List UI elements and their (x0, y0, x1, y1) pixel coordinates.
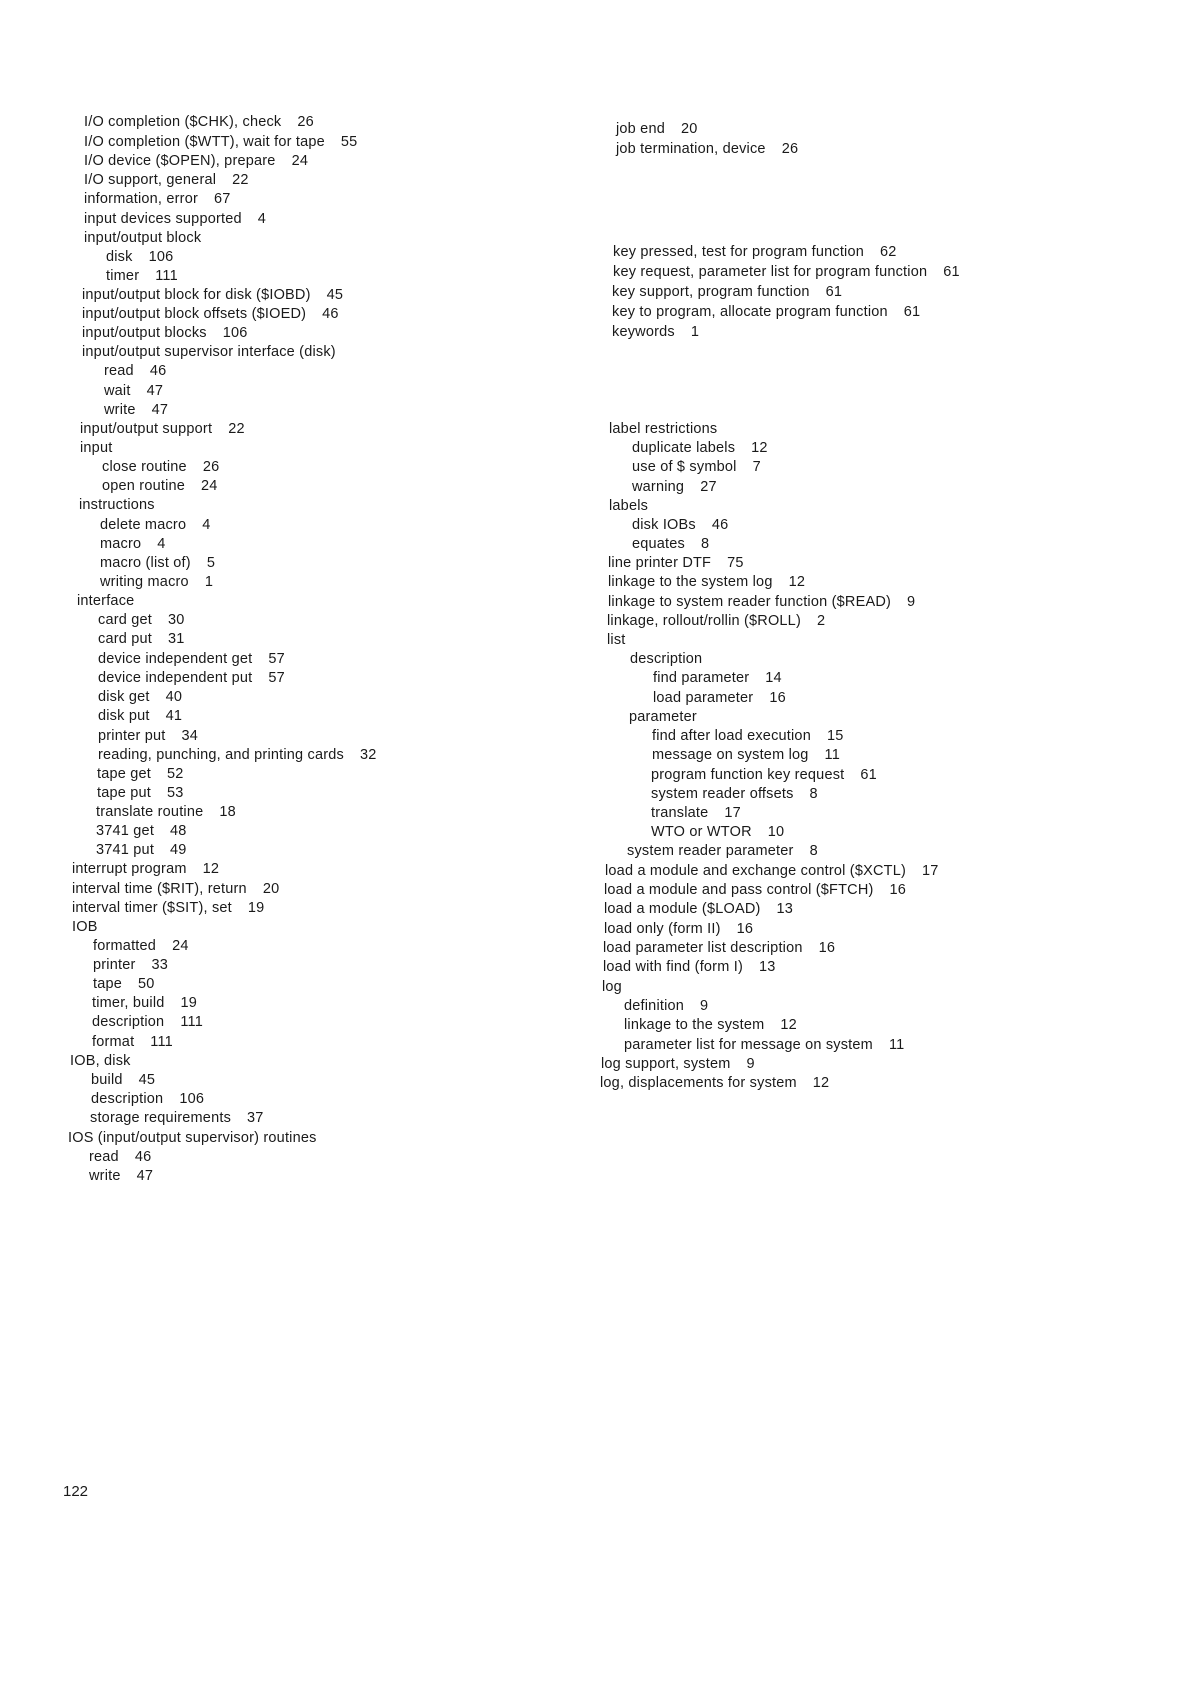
index-entry-page: 34 (181, 728, 199, 744)
index-entry-text: load parameter list description (603, 940, 803, 956)
index-entry-text: interface (77, 593, 135, 609)
index-entry-page: 53 (167, 785, 184, 801)
index-entry-text: job end (616, 121, 665, 137)
index-entry-text: interrupt program (72, 861, 187, 877)
right-index-entry (608, 593, 915, 611)
index-entry-text: load a module and exchange control ($XCTL) (605, 863, 906, 879)
index-entry-page: 52 (167, 766, 184, 782)
index-entry-text: disk IOBs (632, 517, 696, 533)
index-entry-text: linkage, rollout/rollin ($ROLL) (607, 613, 801, 629)
index-entry-text: parameter (629, 709, 697, 725)
index-entry-page: 111 (180, 1014, 203, 1030)
index-entry-page: 45 (326, 287, 344, 303)
right-index-entry (609, 420, 717, 438)
index-entry-page: 47 (151, 402, 169, 418)
index-entry-text: equates (632, 536, 685, 552)
index-entry-page: 49 (170, 842, 187, 858)
index-entry-page: 47 (136, 1168, 154, 1184)
index-entry-text: IOB (72, 919, 98, 935)
index-entry-text: disk get (98, 689, 150, 705)
index-entry-text: input devices supported (84, 211, 242, 227)
index-entry-page: 5 (206, 555, 216, 571)
index-entry-text: interval timer ($SIT), set (72, 900, 232, 916)
index-entry-text: key support, program function (612, 284, 810, 300)
index-entry-text: writing macro (100, 574, 189, 590)
index-entry-page: 16 (818, 940, 836, 956)
index-entry-text: input/output blocks (82, 325, 207, 341)
index-entry-page: 26 (202, 459, 220, 475)
index-entry-text: load a module and pass control ($FTCH) (604, 882, 874, 898)
index-entry-text: macro (100, 536, 142, 552)
right-index-entry (624, 1016, 797, 1034)
index-entry-text: translate routine (96, 804, 204, 820)
right-index-entry (613, 263, 960, 281)
index-entry-page: 61 (860, 767, 877, 783)
index-entry-text: timer, build (92, 995, 165, 1011)
index-entry-page: 13 (776, 901, 794, 917)
index-entry-page: 24 (201, 478, 218, 494)
index-entry-text: device independent put (98, 670, 253, 686)
index-entry-text: device independent get (98, 651, 253, 667)
index-entry-page: 20 (262, 881, 280, 897)
index-entry-page: 111 (150, 1034, 173, 1050)
index-entry-page: 45 (138, 1072, 156, 1088)
index-entry-page: 46 (149, 363, 167, 379)
index-entry-text: close routine (102, 459, 187, 475)
index-entry-page: 40 (165, 689, 183, 705)
index-entry-page: 24 (291, 153, 309, 169)
index-entry-text: read (104, 363, 134, 379)
index-entry-text: input (80, 440, 113, 456)
right-index-entry (632, 535, 709, 553)
index-entry-page: 111 (155, 268, 178, 284)
index-entry-page: 4 (202, 517, 211, 533)
index-entry-text: log (602, 979, 622, 995)
index-entry-text: parameter list for message on system (624, 1037, 873, 1053)
index-entry-page: 46 (134, 1149, 152, 1165)
index-entry-text: load parameter (653, 690, 754, 706)
index-entry-text: input/output supervisor interface (disk) (82, 344, 336, 360)
index-entry-page: 4 (257, 211, 267, 227)
index-entry-page: 16 (736, 921, 754, 937)
index-entry-page: 16 (769, 690, 786, 706)
index-entry-page: 11 (888, 1037, 905, 1053)
index-entry-text: I/O support, general (84, 172, 217, 188)
index-entry-page: 30 (168, 612, 185, 628)
index-entry-text: description (630, 651, 703, 667)
index-entry-page: 12 (812, 1075, 830, 1091)
index-entry-text: program function key request (651, 767, 845, 783)
index-entry-page: 47 (146, 383, 164, 399)
index-entry-page: 26 (781, 141, 799, 157)
index-entry-text: list (607, 632, 626, 648)
index-entry-text: tape (93, 976, 123, 992)
index-entry-page: 7 (752, 459, 761, 475)
index-entry-text: description (91, 1091, 164, 1107)
right-index-entry (651, 766, 877, 784)
index-entry-page: 27 (700, 479, 717, 495)
index-entry-text: format (92, 1034, 135, 1050)
index-entry-text: read (89, 1149, 119, 1165)
index-entry-text: write (104, 402, 136, 418)
right-index-entry (652, 746, 840, 764)
index-entry-page: 2 (816, 613, 826, 629)
index-entry-page: 9 (700, 998, 709, 1014)
right-index-entry (603, 939, 835, 957)
index-entry-text: macro (list of) (100, 555, 191, 571)
right-index-entry (632, 439, 768, 457)
right-index-entry (604, 900, 793, 918)
index-entry-text: interval time ($RIT), return (72, 881, 247, 897)
index-entry-text: log support, system (601, 1056, 731, 1072)
index-entry-text: tape put (97, 785, 152, 801)
index-entry-page: 50 (138, 976, 155, 992)
right-index-entry (652, 727, 844, 745)
index-entry-text: key pressed, test for program function (613, 244, 864, 260)
index-entry-page: 106 (222, 325, 248, 341)
index-entry-page: 22 (232, 172, 249, 188)
index-entry-text: use of $ symbol (632, 459, 737, 475)
index-entry-text: write (89, 1168, 121, 1184)
right-index-entry (605, 862, 939, 880)
index-entry-page: 1 (204, 574, 214, 590)
index-entry-page: 17 (724, 805, 741, 821)
index-entry-text: system reader offsets (651, 786, 794, 802)
index-entry-text: system reader parameter (627, 843, 794, 859)
index-entry-text: description (92, 1014, 165, 1030)
index-entry-page: 26 (297, 114, 314, 130)
index-entry-text: warning (632, 479, 685, 495)
index-entry-text: load a module ($LOAD) (604, 901, 761, 917)
index-entry-page: 12 (788, 574, 806, 590)
index-entry-page: 19 (247, 900, 265, 916)
index-entry-text: I/O completion ($CHK), check (84, 114, 282, 130)
right-index-entry (608, 554, 744, 572)
index-entry-text: wait (104, 383, 131, 399)
index-entry-text: WTO or WTOR (651, 824, 752, 840)
index-entry-page: 19 (180, 995, 198, 1011)
index-entry-text: IOB, disk (70, 1053, 131, 1069)
index-entry-page: 4 (157, 536, 166, 552)
index-entry-text: 3741 put (96, 842, 155, 858)
page-number: 122 (63, 1483, 89, 1500)
index-entry-text: I/O completion ($WTT), wait for tape (84, 134, 325, 150)
index-entry-text: disk (106, 249, 133, 265)
index-entry-text: input/output support (80, 421, 213, 437)
right-index-entry (627, 842, 818, 860)
index-entry-page: 57 (268, 670, 285, 686)
index-entry-page: 16 (889, 882, 907, 898)
right-index-entry (600, 1074, 829, 1092)
index-entry-text: I/O device ($OPEN), prepare (84, 153, 276, 169)
index-entry-text: duplicate labels (632, 440, 736, 456)
index-entry-page: 12 (780, 1017, 797, 1033)
index-entry-page: 67 (214, 191, 231, 207)
index-entry-text: instructions (79, 497, 155, 513)
index-entry-page: 12 (202, 861, 220, 877)
right-index-entry (604, 881, 906, 899)
index-entry-page: 8 (809, 786, 818, 802)
index-entry-text: delete macro (100, 517, 187, 533)
index-entry-page: 37 (247, 1110, 264, 1126)
right-index-entry (632, 516, 728, 534)
index-entry-page: 62 (880, 244, 897, 260)
index-entry-page: 18 (219, 804, 236, 820)
index-entry-page: 55 (340, 134, 358, 150)
index-entry-page: 10 (767, 824, 785, 840)
index-entry-text: load with find (form I) (603, 959, 743, 975)
index-entry-page: 9 (746, 1056, 755, 1072)
index-entry-page: 1 (690, 324, 700, 340)
index-entry-page: 12 (751, 440, 768, 456)
index-entry-page: 61 (903, 304, 921, 320)
index-entry-page: 46 (322, 306, 339, 322)
index-entry-page: 61 (825, 284, 843, 300)
index-entry-text: open routine (102, 478, 186, 494)
right-index-entry (609, 497, 648, 515)
index-entry-text: find after load execution (652, 728, 811, 744)
index-entry-page: 57 (268, 651, 285, 667)
index-entry-page: 11 (824, 747, 840, 763)
index-entry-page: 22 (228, 421, 245, 437)
index-entry-text: reading, punching, and printing cards (98, 747, 345, 763)
index-entry-text: timer (106, 268, 140, 284)
right-index-entry (616, 140, 798, 158)
index-entry-text: linkage to system reader function ($READ) (608, 594, 892, 610)
index-entry-text: printer (93, 957, 136, 973)
index-entry-text: linkage to the system (624, 1017, 765, 1033)
index-entry-page: 9 (907, 594, 916, 610)
index-entry-text: keywords (612, 324, 675, 340)
right-index-entry (653, 689, 786, 707)
index-entry-text: key to program, allocate program function (612, 304, 888, 320)
index-entry-text: storage requirements (90, 1110, 232, 1126)
right-index-entry (653, 669, 782, 687)
index-entry-page: 15 (826, 728, 844, 744)
index-entry-text: build (91, 1072, 123, 1088)
index-entry-page: 33 (151, 957, 169, 973)
right-index-entry (602, 978, 622, 996)
index-entry-page: 106 (148, 249, 174, 265)
index-entry-text: IOS (input/output supervisor) routines (68, 1130, 317, 1146)
index-entry-page: 8 (809, 843, 818, 859)
right-index-entry (601, 1055, 755, 1073)
right-index-entry (632, 458, 761, 476)
index-entry-page: 24 (172, 938, 189, 954)
right-index-entry (607, 631, 626, 649)
index-entry-page: 8 (701, 536, 710, 552)
right-index-entry (651, 823, 784, 841)
right-index-entry (651, 785, 818, 803)
right-index-entry (612, 283, 842, 301)
index-entry-text: card get (98, 612, 152, 628)
index-entry-text: label restrictions (609, 421, 718, 437)
index-entry-text: job termination, device (616, 141, 766, 157)
right-index-entry (607, 612, 825, 630)
index-entry-page: 17 (922, 863, 939, 879)
index-entry-page: 106 (179, 1091, 205, 1107)
index-entry-text: linkage to the system log (608, 574, 773, 590)
right-index-entry (612, 303, 920, 321)
index-entry-text: message on system log (652, 747, 809, 763)
index-entry-text: tape get (97, 766, 152, 782)
index-entry-text: information, error (84, 191, 198, 207)
index-entry-page: 41 (165, 708, 183, 724)
right-index-entry (630, 650, 702, 668)
index-entry-text: key request, parameter list for program function (613, 264, 928, 280)
index-entry-text: definition (624, 998, 685, 1014)
index-entry-text: disk put (98, 708, 150, 724)
right-index-entry (624, 997, 708, 1015)
index-entry-text: input/output block (84, 230, 202, 246)
right-index-entry (603, 958, 776, 976)
index-entry-page: 46 (711, 517, 729, 533)
index-entry-text: printer put (98, 728, 166, 744)
index-entry-text: input/output block for disk ($IOBD) (82, 287, 311, 303)
index-entry-page: 48 (170, 823, 187, 839)
index-entry-page: 61 (943, 264, 960, 280)
right-index-entry (616, 120, 698, 138)
right-index-entry (624, 1036, 904, 1054)
index-entry-page: 14 (765, 670, 782, 686)
index-entry-text: card put (98, 631, 152, 647)
index-entry-text: log, displacements for system (600, 1075, 797, 1091)
right-index-entry (632, 478, 717, 496)
index-entry-text: 3741 get (96, 823, 155, 839)
index-entry-page: 20 (680, 121, 698, 137)
index-entry-page: 31 (168, 631, 185, 647)
index-entry-page: 75 (727, 555, 744, 571)
right-index-entry (604, 920, 753, 938)
index-entry-text: load only (form II) (604, 921, 721, 937)
index-entry-text: find parameter (653, 670, 750, 686)
index-entry-text: formatted (93, 938, 157, 954)
index-entry-page: 13 (758, 959, 776, 975)
right-index-entry (613, 243, 897, 261)
right-index-entry (612, 323, 699, 341)
index-entry-text: line printer DTF (608, 555, 712, 571)
index-entry-text: input/output block offsets ($IOED) (82, 306, 307, 322)
right-index-entry (629, 708, 697, 726)
right-index-entry (651, 804, 741, 822)
index-entry-page: 32 (360, 747, 377, 763)
index-entry-text: translate (651, 805, 709, 821)
index-entry-text: labels (609, 498, 649, 514)
right-index-entry (608, 573, 805, 591)
